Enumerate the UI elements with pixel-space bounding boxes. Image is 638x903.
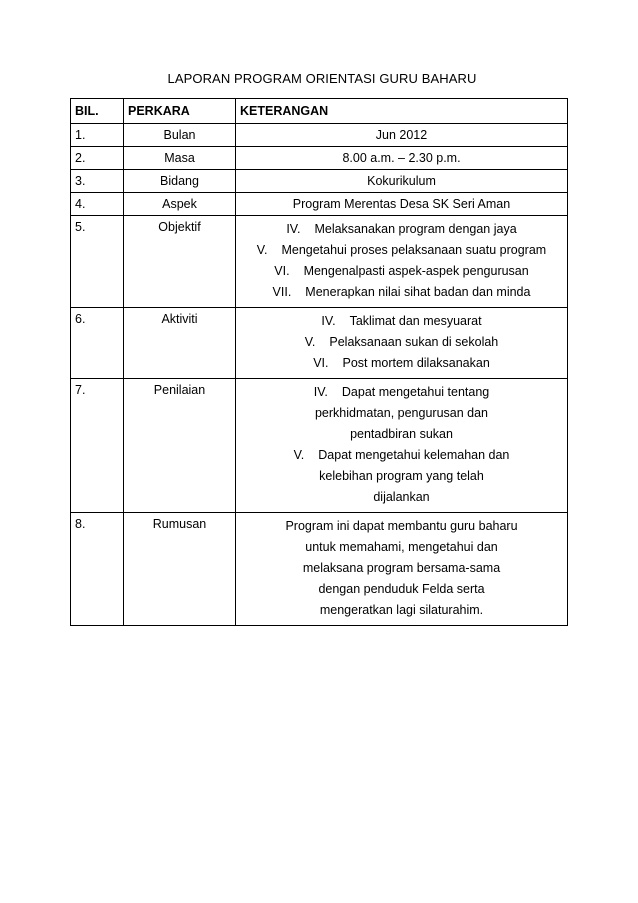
- list-item: IV. Melaksanakan program dengan jaya: [286, 222, 517, 236]
- row-keterangan: 8.00 a.m. – 2.30 p.m.: [236, 147, 568, 170]
- summary-line: dengan penduduk Felda serta: [318, 582, 485, 596]
- summary-line: untuk memahami, mengetahui dan: [305, 540, 498, 554]
- list-item: V. Dapat mengetahui kelemahan dan: [293, 448, 510, 462]
- header-perkara: PERKARA: [124, 99, 236, 124]
- row-number: 7.: [71, 379, 124, 513]
- row-number: 4.: [71, 193, 124, 216]
- list-item: VI. Mengenalpasti aspek-aspek pengurusan: [274, 264, 529, 278]
- list-item: V. Pelaksanaan sukan di sekolah: [304, 335, 499, 349]
- table-row: [71, 216, 568, 308]
- table-header-row: [71, 99, 568, 124]
- row-perkara: Bulan: [124, 124, 236, 147]
- row-keterangan: Kokurikulum: [236, 170, 568, 193]
- row-number: 6.: [71, 308, 124, 379]
- list-item: V. Mengetahui proses pelaksanaan suatu program: [256, 243, 547, 257]
- table-row: [71, 124, 568, 147]
- row-number: 2.: [71, 147, 124, 170]
- row-number: 3.: [71, 170, 124, 193]
- list-item-continuation: dijalankan: [373, 490, 430, 504]
- summary-line: melaksana program bersama-sama: [302, 561, 501, 575]
- header-keterangan: KETERANGAN: [236, 99, 568, 124]
- header-bil: BIL.: [71, 99, 124, 124]
- table-row: [71, 170, 568, 193]
- row-perkara: Aktiviti: [124, 308, 236, 379]
- table-row: [71, 379, 568, 513]
- row-keterangan: Jun 2012: [236, 124, 568, 147]
- document-title: LAPORAN PROGRAM ORIENTASI GURU BAHARU: [167, 71, 477, 86]
- list-item-continuation: kelebihan program yang telah: [319, 469, 484, 483]
- row-perkara: Objektif: [124, 216, 236, 308]
- row-keterangan: [236, 379, 568, 513]
- list-item: VII. Menerapkan nilai sihat badan dan minda: [272, 285, 531, 299]
- row-number: 5.: [71, 216, 124, 308]
- summary-line: Program ini dapat membantu guru baharu: [285, 519, 518, 533]
- row-keterangan: [236, 216, 568, 308]
- row-keterangan: [236, 513, 568, 626]
- row-keterangan: Program Merentas Desa SK Seri Aman: [236, 193, 568, 216]
- table-row: [71, 193, 568, 216]
- list-item: VI. Post mortem dilaksanakan: [313, 356, 490, 370]
- summary-line: mengeratkan lagi silaturahim.: [319, 603, 484, 617]
- row-number: 8.: [71, 513, 124, 626]
- row-perkara: Masa: [124, 147, 236, 170]
- list-item-continuation: pentadbiran sukan: [350, 427, 453, 441]
- row-number: 1.: [71, 124, 124, 147]
- report-table: [70, 98, 568, 626]
- row-perkara: Aspek: [124, 193, 236, 216]
- list-item-continuation: perkhidmatan, pengurusan dan: [314, 406, 489, 420]
- list-item: IV. Taklimat dan mesyuarat: [321, 314, 482, 328]
- table-row: [71, 308, 568, 379]
- row-keterangan: [236, 308, 568, 379]
- row-perkara: Penilaian: [124, 379, 236, 513]
- row-perkara: Rumusan: [124, 513, 236, 626]
- table-row: [71, 513, 568, 626]
- list-item: IV. Dapat mengetahui tentang: [313, 385, 490, 399]
- row-perkara: Bidang: [124, 170, 236, 193]
- table-row: [71, 147, 568, 170]
